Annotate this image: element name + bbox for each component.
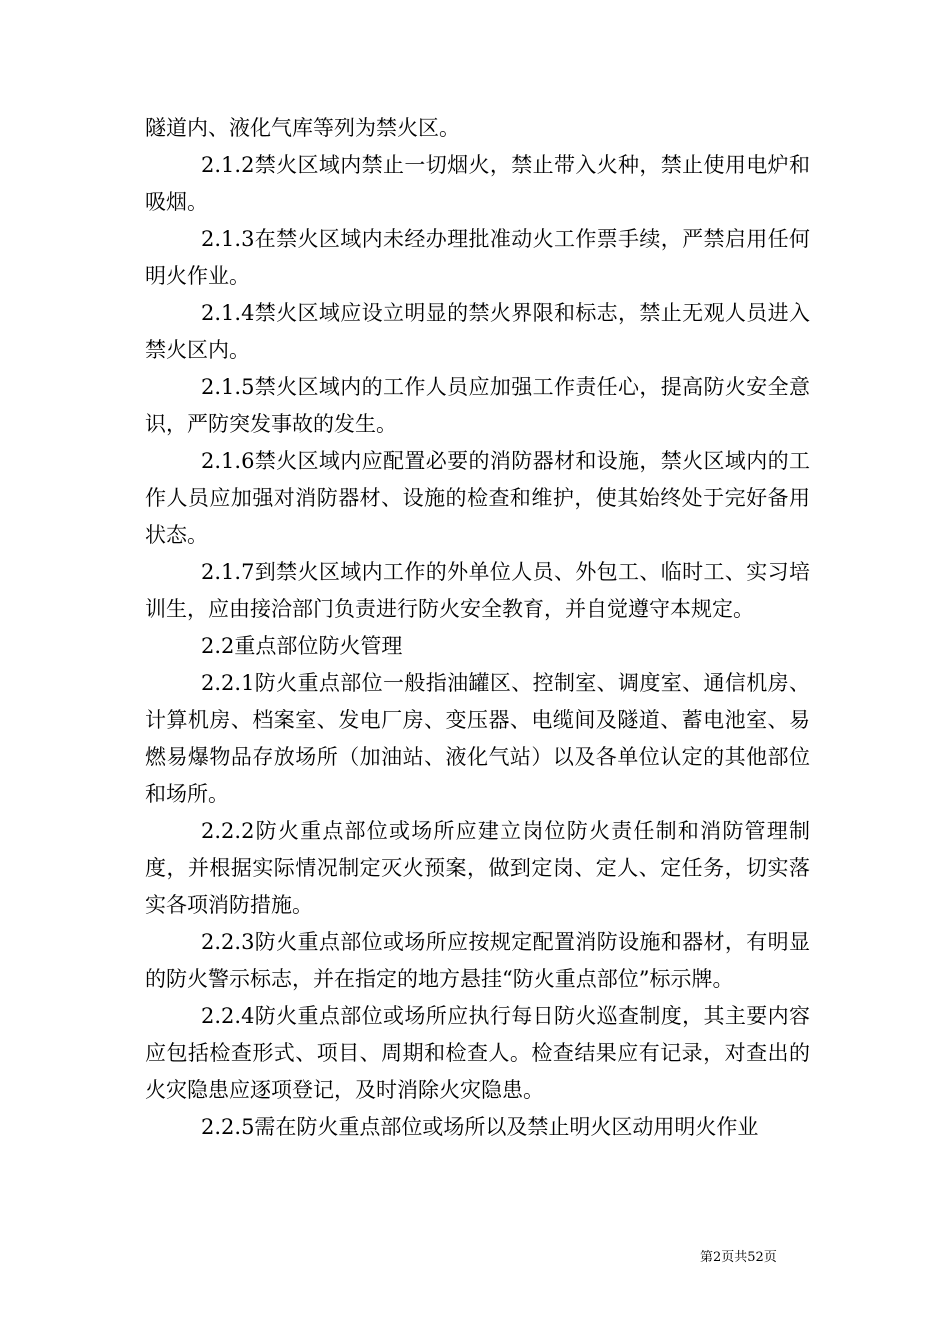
paragraph: 2.1.5禁火区域内的工作人员应加强工作责任心，提高防火安全意识，严防突发事故的发生。 — [145, 375, 810, 436]
paragraph: 2.2.4防火重点部位或场所应执行每日防火巡查制度，其主要内容应包括检查形式、项目、周期和检查人。检查结果应有记录，对查出的火灾隐患应逐项登记，及时消除火灾隐患。 — [145, 1004, 810, 1102]
paragraph: 2.1.4禁火区域应设立明显的禁火界限和标志，禁止无观人员进入禁火区内。 — [145, 301, 810, 362]
paragraph: 2.2.5需在防火重点部位或场所以及禁止明火区动用明火作业 — [201, 1115, 759, 1139]
page-number: 第2页共52页 — [700, 1250, 777, 1265]
paragraph: 2.2.1防火重点部位一般指油罐区、控制室、调度室、通信机房、计算机房、档案室、发电厂房、变压器、电缆间及隧道、蓄电池室、易燃易爆物品存放场所（加油站、液化气站）以及各单位认定的其他部位和场所。 — [145, 671, 810, 806]
paragraph: 隧道内、液化气库等列为禁火区。 — [145, 116, 460, 140]
paragraph: 2.2.2防火重点部位或场所应建立岗位防火责任制和消防管理制度，并根据实际情况制定灭火预案，做到定岗、定人、定任务，切实落实各项消防措施。 — [145, 819, 810, 917]
paragraph: 2.1.2禁火区域内禁止一切烟火，禁止带入火种，禁止使用电炉和吸烟。 — [145, 153, 810, 214]
paragraph: 2.2.3防火重点部位或场所应按规定配置消防设施和器材，有明显的防火警示标志，并在指定的地方悬挂“防火重点部位”标示牌。 — [145, 930, 810, 991]
paragraph: 2.1.6禁火区域内应配置必要的消防器材和设施，禁火区域内的工作人员应加强对消防器材、设施的检查和维护，使其始终处于完好备用状态。 — [145, 449, 810, 547]
paragraph: 2.1.3在禁火区域内未经办理批准动火工作票手续，严禁启用任何明火作业。 — [145, 227, 810, 288]
paragraph: 2.1.7到禁火区域内工作的外单位人员、外包工、临时工、实习培训生，应由接洽部门负责进行防火安全教育，并自觉遵守本规定。 — [145, 560, 810, 621]
section-heading: 2.2重点部位防火管理 — [201, 634, 403, 658]
document-body — [145, 110, 810, 1146]
